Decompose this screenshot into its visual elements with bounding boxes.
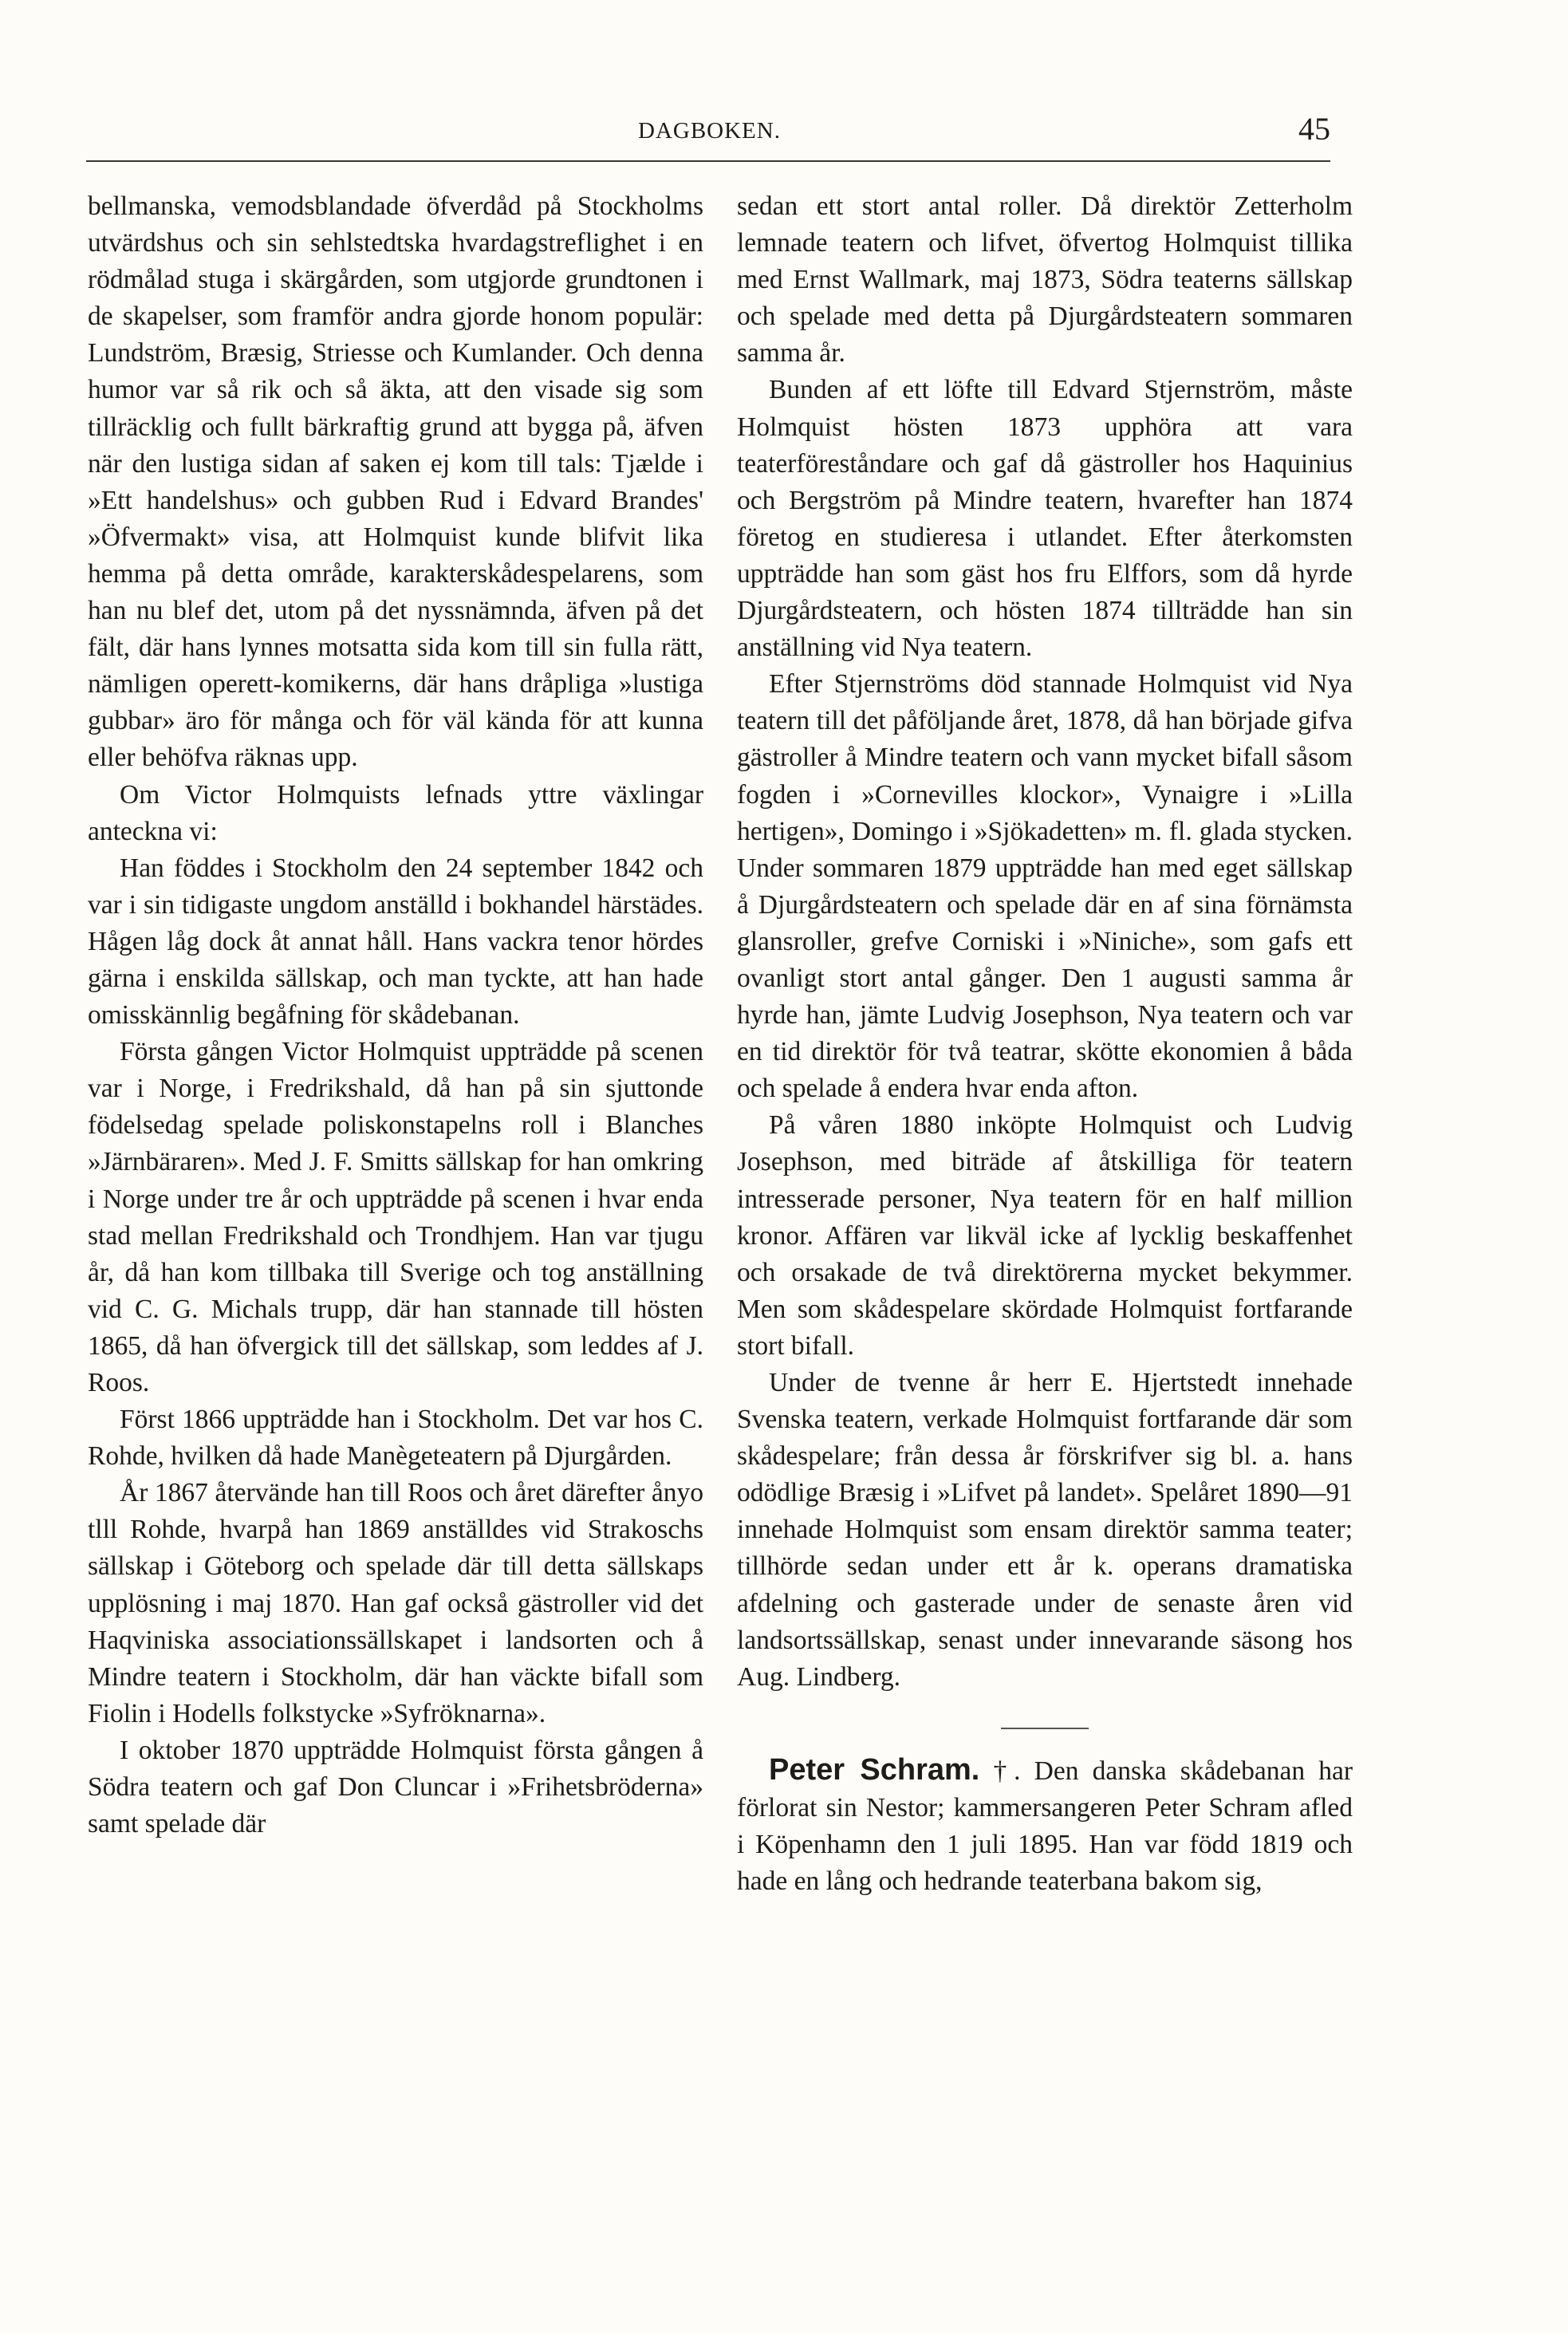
left-column xyxy=(88,188,703,1842)
paragraph: År 1867 återvände han till Roos och året därefter ånyo tlll Rohde, hvarpå han 1869 anställdes vid Strakoschs sällskap i Göteborg och spelade där till detta sällskaps upplösning i maj 1870. Han gaf också gästroller vid det Haqviniska associationssällskapet i landsorten och å Mindre teatern i Stockholm, där han väckte bifall som Fiolin i Hodells folkstycke »Syfröknarna». xyxy=(88,1478,703,1728)
paragraph: Om Victor Holmquists lefnads yttre växlingar anteckna vi: xyxy=(88,779,703,846)
running-title: DAGBOKEN. xyxy=(638,118,781,144)
page-number: 45 xyxy=(1298,111,1330,147)
notice-heading: Peter Schram. xyxy=(769,1752,980,1787)
paragraph: bellmanska, vemodsblandade öfverdåd på Stockholms utvärdshus och sin sehlstedtska hvardagstreflighet i en rödmålad stuga i skärgården, som utgjorde grundtonen i de skapelser, som framför andra gjorde honom populär: Lundström, Bræsig, Striesse och Kumlander. Och denna humor var så rik och så äkta, att den visade sig som tillräcklig och fullt bärkraftig grund att bygga på, äfven när den lustiga sidan af saken ej kom till tals: Tjælde i »Ett handelshus» och gubben Rud i Edvard Brandes' »Öfvermakt» visa, att Holmquist kunde blifvit lika hemma på detta område, karakterskådespelarens, som han nu blef det, utom på det nyssnämnda, äfven på det fält, där hans lynnes motsatta sida kom till sin fulla rätt, nämligen operett-komikerns, där hans dråpliga »lustiga gubbar» äro för många och för väl kända för att kunna eller behöfva räknas upp. xyxy=(88,191,703,773)
paragraph: I oktober 1870 uppträdde Holmquist första gången å Södra teatern och gaf Don Cluncar i »Frihetsbröderna» samt spelade där xyxy=(88,1735,703,1839)
paragraph: sedan ett stort antal roller. Då direktör Zetterholm lemnade teatern och lifvet, öfvertog Holmquist tillika med Ernst Wallmark, maj 1873, Södra teaterns sällskap och spelade med detta på Djurgårdsteatern sommaren samma år. xyxy=(737,191,1353,368)
notice-text: Den danska skådebanan har förlorat sin Nestor; kammersangeren Peter Schram afled i Köpenhamn den 1 juli 1895. Han var född 1819 och hade en lång och hedrande teaterbana bakom sig, xyxy=(737,1756,1353,1897)
section-divider xyxy=(1001,1728,1089,1729)
running-head xyxy=(86,110,1330,158)
paragraph: Bunden af ett löfte till Edvard Stjernström, måste Holmquist hösten 1873 upphöra att vara teaterföreståndare och gaf då gästroller hos Haquinius och Bergström på Mindre teatern, hvarefter han 1874 företog en studieresa i utlandet. Efter återkomsten uppträdde han som gäst hos fru Elffors, som då hyrde Djurgårdsteatern, och hösten 1874 tillträdde han sin anställning vid Nya teatern. xyxy=(737,375,1353,663)
paragraph: Efter Stjernströms död stannade Holmquist vid Nya teatern till det påföljande året, 1878, då han började gifva gästroller å Mindre teatern och vann mycket bifall såsom fogden i »Cornevilles klockor», Vynaigre i »Lilla hertigen», Domingo i »Sjökadetten» m. fl. glada stycken. Under sommaren 1879 uppträdde han med eget sällskap å Djurgårdsteatern och spelade där en af sina förnämsta glansroller, grefve Corniski i »Niniche», som gafs ett ovanligt stort antal gånger. Den 1 augusti samma år hyrde han, jämte Ludvig Josephson, Nya teatern och var en tid direktör för två teatrar, skötte ekonomien å båda och spelade å endera hvar enda afton. xyxy=(737,669,1353,1104)
right-column xyxy=(737,188,1353,1900)
paragraph: På våren 1880 inköpte Holmquist och Ludvig Josephson, med biträde af åtskilliga för teatern intresserade personer, Nya teatern för en half million kronor. Affären var likväl icke af lycklig beskaffenhet och orsakade de två direktörerna mycket bekymmer. Men som skådespelare skördade Holmquist fortfarande stort bifall. xyxy=(737,1110,1353,1361)
obituary-notice xyxy=(737,1752,1353,1900)
paragraph: Under de tvenne år herr E. Hjertstedt innehade Svenska teatern, verkade Holmquist fortfarande där som skådespelare; från dessa år förskrifver sig bl. a. hans odödlige Bræsig i »Lifvet på landet». Spelåret 1890—91 innehade Holmquist som ensam direktör samma teater; tillhörde sedan under ett år k. operans dramatiska afdelning och gasterade under de senaste åren vid landsortssällskap, senast under innevarande säsong hos Aug. Lindberg. xyxy=(737,1368,1353,1692)
header-rule xyxy=(86,160,1330,162)
paragraph: Han föddes i Stockholm den 24 september 1842 och var i sin tidigaste ungdom anställd i bokhandel härstädes. Hågen låg dock åt annat håll. Hans vackra tenor hördes gärna i enskilda sällskap, och man tyckte, att han hade omisskännlig begåfning för skådebanan. xyxy=(88,853,703,1031)
paragraph: Första gången Victor Holmquist uppträdde på scenen var i Norge, i Fredrikshald, då han på sin sjuttonde födelsedag spelade poliskonstapelns roll i Blanches »Järnbäraren». Med J. F. Smitts sällskap for han omkring i Norge under tre år och uppträdde på scenen i hvar enda stad mellan Fredrikshald och Trondhjem. Han var tjugu år, då han kom tillbaka till Sverige och tog anställning vid C. G. Michals trupp, där han stannade till hösten 1865, då han öfvergick till det sällskap, som leddes af J. Roos. xyxy=(88,1037,703,1397)
paragraph: Först 1866 uppträdde han i Stockholm. Det var hos C. Rohde, hvilken då hade Manègeteatern på Djurgården. xyxy=(88,1405,703,1472)
cross-mark: †. xyxy=(979,1756,1034,1786)
